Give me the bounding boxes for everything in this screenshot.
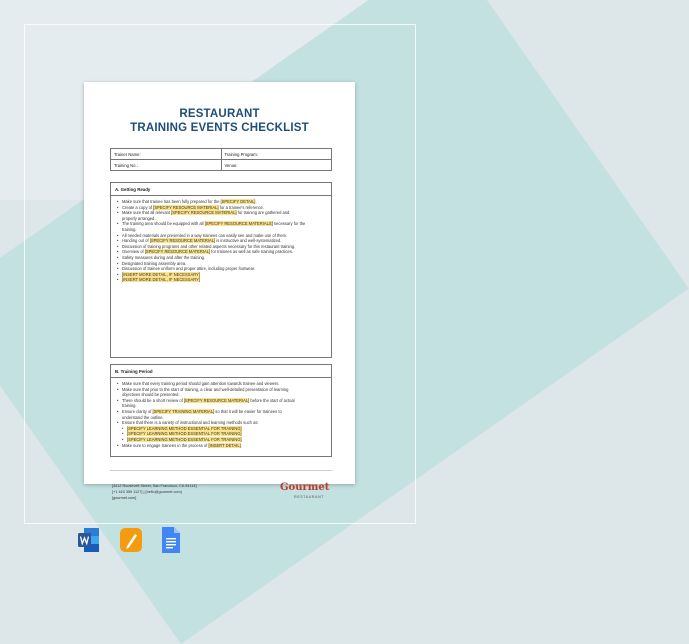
training-program-cell: Training Program: [221,149,332,160]
item-text: objectives should be presented. [122,392,180,398]
item-text: Ensure clarity of [122,408,153,414]
placeholder-highlight: [SPECIFY LEARNING METHOD ESSENTIAL FOR TRAINING] [127,436,242,442]
item-text-end: for a trainee's reference. [218,204,264,210]
item-text-end: for training are gathered and [236,210,290,216]
footer-divider [110,470,332,471]
checklist-item [117,443,327,449]
item-text: Make sure that every training period should gain attention towards trainee and viewers. [122,381,280,386]
item-text: understand the outline. [122,414,164,420]
item-text: The training area should be equipped with all [122,221,205,227]
item-text-end: for trainees as well as safe training practices. [210,249,293,255]
section-getting-ready [110,182,332,358]
item-text: There should be a short review of [122,397,184,403]
section-training-period [110,364,332,457]
item-text: Make sure to engage trainees in the process of [122,442,209,448]
item-text-end: necessary for the [272,221,306,227]
gourmet-logo: Gourmet [280,482,330,493]
item-text: Make sure that trainee has been fully prepared for the [122,199,221,204]
item-text: training. [122,403,137,409]
trainer-name-cell: Trainer Name: [111,149,222,160]
item-text: Create a copy of [122,204,154,210]
info-table [110,148,332,171]
item-text: Safety measures during and after the training. [122,254,206,260]
document-title-line1: RESTAURANT [179,108,260,120]
section-b-heading: B. Training Period [111,365,331,378]
section-a-heading: A. Getting Ready [111,183,331,196]
checklist-item [117,277,327,283]
placeholder-highlight: [SPECIFY RESOURCE MATERIAL] [183,397,250,403]
item-text: Make sure that all relevant [122,210,172,216]
venue-cell: Venue: [221,160,332,171]
item-text: Make sure that prior to the start of training, a clear and well-detailed presentation of learning [122,386,289,392]
placeholder-highlight: [INSERT MORE DETAIL, IF NECESSARY] [122,277,200,283]
placeholder-highlight: [SPECIFY DETAIL] [220,199,256,204]
section-b-list [111,378,331,448]
pages-icon[interactable] [120,526,142,554]
item-text-end: before the start of actual [249,397,295,403]
footer-address: [4412 Roosevelt Street, San Francisco, CA 94114] [112,484,197,488]
item-text: All needed materials are presented in a way trainees can easily see and make use of them. [122,232,288,238]
item-text: training. [122,226,137,232]
placeholder-highlight: [SPECIFY RESOURCE MATERIAL] [153,204,219,210]
gourmet-logo-subtitle: RESTAURANT [294,495,325,499]
item-text: Ensure that there is a variety of instructional and learning methods such as: [122,420,259,426]
google-docs-icon[interactable] [160,526,182,554]
item-text: properly arranged. [122,215,156,221]
item-text: Handing out of [122,238,150,244]
item-text: Discussion of trainee uniform and proper attire, including proper footwear. [122,266,256,272]
placeholder-highlight: [SPECIFY RESOURCE MATERIALS] [204,221,273,227]
item-text: Designated training assembly area. [122,260,187,266]
placeholder-highlight: [SPECIFY LEARNING METHOD ESSENTIAL FOR TRAINING] [127,425,242,431]
item-text-end: so that it will be easier for trainees to [214,408,282,414]
training-no-cell: Training No.: [111,160,222,171]
placeholder-highlight: [SPECIFY RESOURCE MATERIAL] [171,210,237,216]
placeholder-highlight: [SPECIFY LEARNING METHOD ESSENTIAL FOR TRAINING] [127,431,242,437]
placeholder-highlight: [SPECIFY TRAINING MATERIAL] [152,408,215,414]
item-text: Overview of [122,249,145,255]
item-text-end: is instructive and well-systematized. [215,238,282,244]
footer-contact: [+1 415 359 1127] | [hello@gourmet.com] [112,490,182,494]
footer-website: [gourmet.com] [112,496,137,500]
placeholder-highlight: [INSERT MORE DETAIL, IF NECESSARY] [122,271,200,277]
item-text-end: . [255,199,257,204]
placeholder-highlight: [INSERT DETAIL] [208,442,241,448]
placeholder-highlight: [SPECIFY RESOURCE MATERIAL] [144,249,211,255]
item-text-end: . [240,442,242,448]
word-icon[interactable] [78,526,100,554]
item-text: Discussion of training programs and other related aspects necessary for this restaurant training. [122,243,296,249]
placeholder-highlight: [SPECIFY RESOURCE MATERIAL] [149,238,216,244]
document-page [84,82,355,500]
document-title-line2: TRAINING EVENTS CHECKLIST [130,122,309,134]
section-a-list [111,196,331,283]
